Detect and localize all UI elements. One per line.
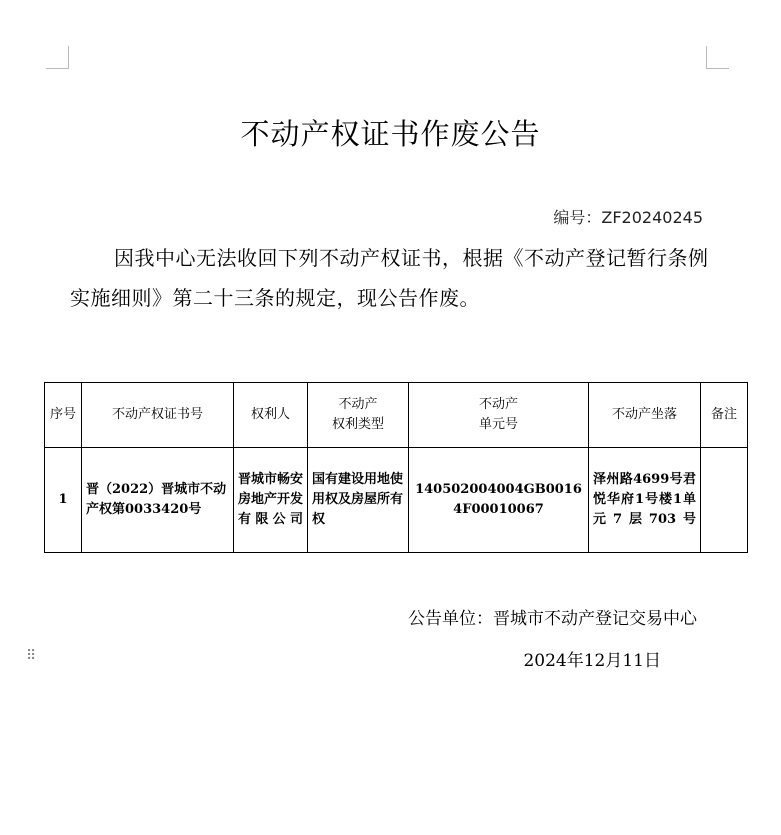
document-number: 编号：ZF20240245 [553, 208, 703, 227]
header-remarks: 备注 [701, 383, 748, 448]
certificate-table [44, 382, 748, 553]
header-location: 不动产坐落 [589, 383, 701, 448]
cell-seq: 1 [45, 448, 82, 553]
issuing-unit: 公告单位：晋城市不动产登记交易中心 [408, 609, 697, 629]
crop-mark-top-right [706, 46, 729, 69]
header-right-type: 不动产 权利类型 [308, 383, 409, 448]
header-cert-no: 不动产权证书号 [82, 383, 234, 448]
cell-unit-no: 140502004004GB00164F00010067 [409, 448, 589, 553]
drag-handle-icon[interactable]: ⠿ [26, 648, 37, 664]
header-seq: 序号 [45, 383, 82, 448]
cell-cert-no: 晋（2022）晋城市不动产权第0033420号 [82, 448, 234, 553]
cell-location: 泽州路4699号君悦华府1号楼1单元7层703号 [589, 448, 701, 553]
cell-right-type: 国有建设用地使用权及房屋所有权 [308, 448, 409, 553]
header-holder: 权利人 [234, 383, 308, 448]
issue-date: 2024年12月11日 [523, 651, 661, 671]
crop-mark-top-left [46, 46, 69, 69]
cell-holder: 晋城市畅安房地产开发有限公司 [234, 448, 308, 553]
cell-remarks [701, 448, 748, 553]
announcement-body: 因我中心无法收回下列不动产权证书，根据《不动产登记暂行条例实施细则》第二十三条的规定，现公告作废。 [70, 246, 709, 310]
table-header-row [45, 383, 748, 448]
page-title: 不动产权证书作废公告 [240, 117, 541, 151]
table-row [45, 448, 748, 553]
header-unit-no: 不动产 单元号 [409, 383, 589, 448]
